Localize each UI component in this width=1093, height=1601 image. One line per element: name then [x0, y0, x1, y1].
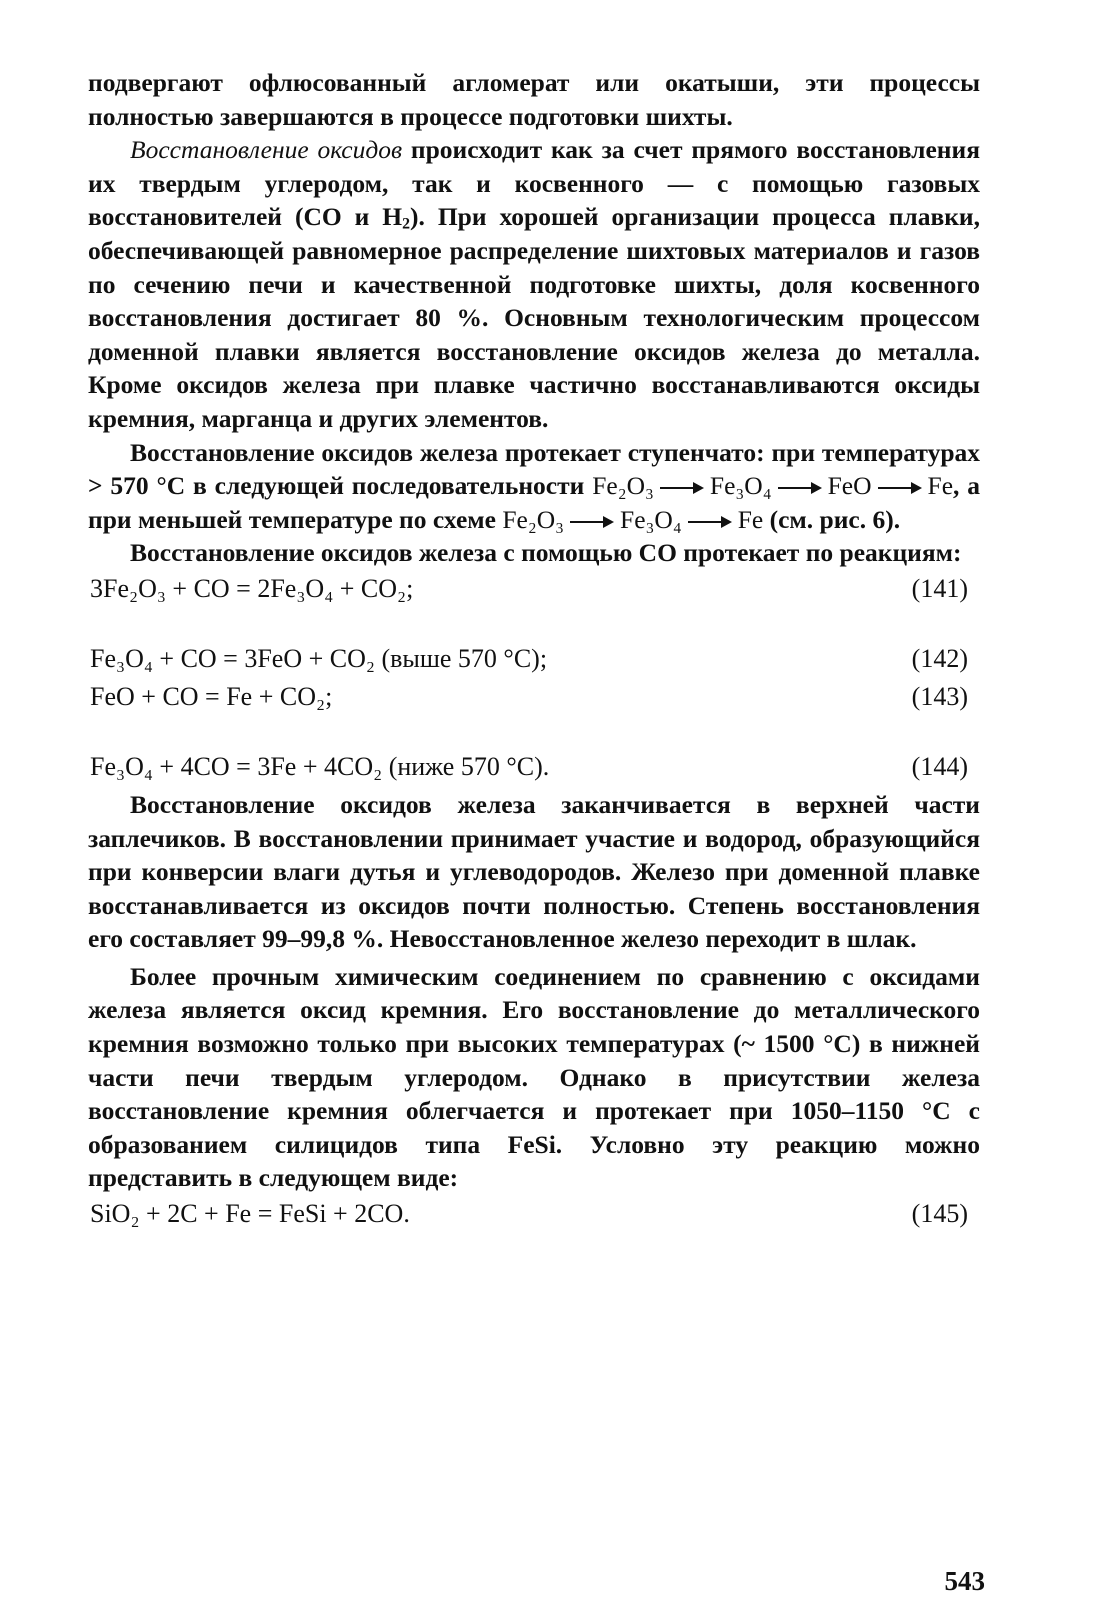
- equation-144: [88, 750, 980, 784]
- equation-141: [88, 572, 980, 606]
- paragraph-3-text-2: , а при меньшей температуре по схеме: [88, 471, 981, 534]
- equation-145: [88, 1197, 980, 1231]
- paragraph-2-text-a: происходит как за счет прямого восстановления их твердым углеродом, так и косвенного — с помощью газовых восстановителей (CO и H: [88, 135, 980, 232]
- equation-number: (142): [911, 643, 968, 673]
- equation-143: [88, 680, 980, 714]
- scheme2-fe: Fe: [737, 504, 764, 534]
- paragraph-2-lead: Восстановление оксидов: [130, 135, 403, 165]
- scheme-fe2o3: Fe₂O₃: [592, 471, 654, 501]
- arrow-icon: [660, 483, 704, 493]
- scheme-fe: Fe: [927, 471, 954, 501]
- paragraph-3: [88, 436, 980, 537]
- equation-formula: Fe₃O₄ + 4CO = 3Fe + 4CO₂ (ниже 570 °C).: [90, 751, 550, 781]
- equation-formula: FeO + CO = Fe + CO₂;: [90, 681, 333, 711]
- equation-formula: Fe₃O₄ + CO = 3FeO + CO₂ (выше 570 °C);: [90, 643, 548, 673]
- equation-142: [88, 642, 980, 676]
- equation-formula: SiO₂ + 2C + Fe = FeSi + 2CO.: [90, 1199, 410, 1229]
- h2-subscript: 2: [402, 215, 411, 233]
- equation-number: (144): [911, 751, 968, 781]
- paragraph-5: Восстановление оксидов железа заканчивается в верхней части заплечиков. В восстановлении принимает участие и водород, образующийся при конверсии влаги дутья и углеводородов. Железо при доменной плавке восстанавливается из оксидов почти полностью. Степень восстановления его составляет 99–99,8 %. Невосстановленное железо переходит в шлак.: [88, 789, 980, 954]
- paragraph-2-text-b: ). При хорошей организации процесса плавки, обеспечивающей равномерное распределение шихтовых материалов и газов по сечению печи и качественной подготовке шихты, доля косвенного восстановления достигает 80 %. Основным технологическим процессом доменной плавки является восстановление оксидов железа до металла. Кроме оксидов железа при плавке частично восстанавливаются оксиды кремния, марганца и других элементов.: [88, 202, 980, 433]
- scheme-feo: FeO: [827, 471, 872, 501]
- scheme2-fe2o3: Fe₂O₃: [502, 504, 565, 534]
- equation-formula: 3Fe₂O₃ + CO = 2Fe₃O₄ + CO₂;: [90, 573, 414, 603]
- equation-number: (143): [911, 681, 968, 711]
- arrow-icon: [570, 517, 614, 527]
- arrow-icon: [688, 517, 732, 527]
- paragraph-2: [88, 133, 980, 435]
- paragraph-3-text-1: Восстановление оксидов железа протекает ступенчато: при температурах > 570 °C в следующей последовательности: [88, 437, 980, 501]
- scheme2-fe3o4: Fe₃O₄: [620, 504, 682, 534]
- arrow-icon: [878, 483, 922, 493]
- page-body: [88, 66, 980, 1231]
- paragraph-4: Восстановление оксидов железа с помощью CO протекает по реакциям:: [130, 538, 962, 568]
- paragraph-6: Более прочным химическим соединением по сравнению с оксидами железа является оксид кремния. Его восстановление до металлического кремния возможно только при высоких температурах (~ 1500 °C) в нижней части печи твердым углеродом. Однако в присутствии железа восстановление кремния облегчается и протекает при 1050–1150 °C с образованием силицидов типа FeSi. Условно эту реакцию можно представить в следующем виде:: [88, 961, 980, 1193]
- scheme-fe3o4: Fe₃O₄: [709, 471, 772, 501]
- paragraph-3-text-3: (см. рис. 6).: [763, 504, 901, 534]
- page-number: 543: [944, 1566, 985, 1596]
- equation-number: (145): [911, 1199, 968, 1229]
- equation-number: (141): [911, 573, 968, 603]
- arrow-icon: [778, 483, 822, 493]
- paragraph-1: подвергают офлюсованный агломерат или окатыши, эти процессы полностью завершаются в процессе подготовки шихты.: [88, 68, 980, 131]
